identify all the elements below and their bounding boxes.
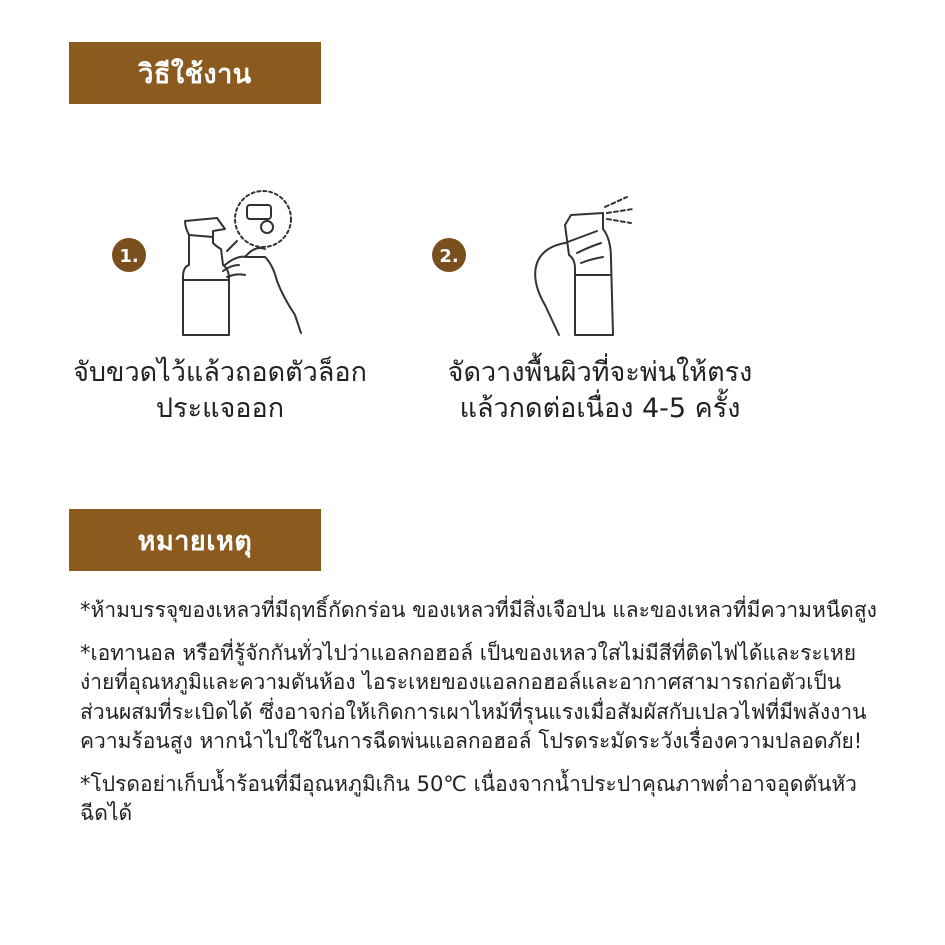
note-item: *โปรดอย่าเก็บน้ำร้อนที่มีอุณหภูมิเกิน 50℃ เนื่องจากน้ำประปาคุณภาพต่ำอาจอุดตันหัวฉีดได้ (80, 771, 857, 825)
spray-bottle-spraying-icon (425, 185, 725, 350)
notes-banner (69, 509, 321, 571)
howto-banner (69, 42, 321, 104)
notes-title: หมายเหตุ (137, 525, 253, 557)
step-caption-line: แล้วกดต่อเนื่อง 4-5 ครั้ง (459, 393, 741, 424)
step-caption (400, 355, 800, 427)
step-caption-line: จับขวดไว้แล้วถอดตัวล็อก (73, 357, 367, 388)
notes-list (80, 596, 880, 842)
note-item: *เอทานอล หรือที่รู้จักกันทั่วไปว่าแอลกอฮอล์ เป็นของเหลวใสไม่มีสีที่ติดไฟได้และระเหยง่ายที่อุณหภูมิและความดันห้อง ไอระเหยของแอลกอฮอล์และอากาศสามารถก่อตัวเป็นส่วนผสมที่ระเบิดได้ ซึ่งอาจก่อให้เกิดการเผาไหม้ที่รุนแรงเมื่อสัมผัสกับเปลวไฟที่มีพลังงานความร้อนสูง หากนำไปใช้ในการฉีดพ่นแอลกอฮอล์ โปรดระมัดระวังเรื่องความปลอดภัย! (80, 640, 867, 753)
note-item: *ห้ามบรรจุของเหลวที่มีฤทธิ์กัดกร่อน ของเหลวที่มีสิ่งเจือปน และของเหลวที่มีความหนืดสูง (80, 598, 877, 622)
step-number: 2. (439, 246, 459, 267)
howto-title: วิธีใช้งาน (138, 58, 252, 90)
step-number: 1. (119, 246, 139, 267)
step-caption (20, 355, 420, 427)
step-caption-line: ประแจออก (155, 393, 285, 424)
step-caption-line: จัดวางพื้นผิวที่จะพ่นให้ตรง (447, 357, 753, 388)
spray-bottle-unlock-icon (105, 185, 405, 350)
